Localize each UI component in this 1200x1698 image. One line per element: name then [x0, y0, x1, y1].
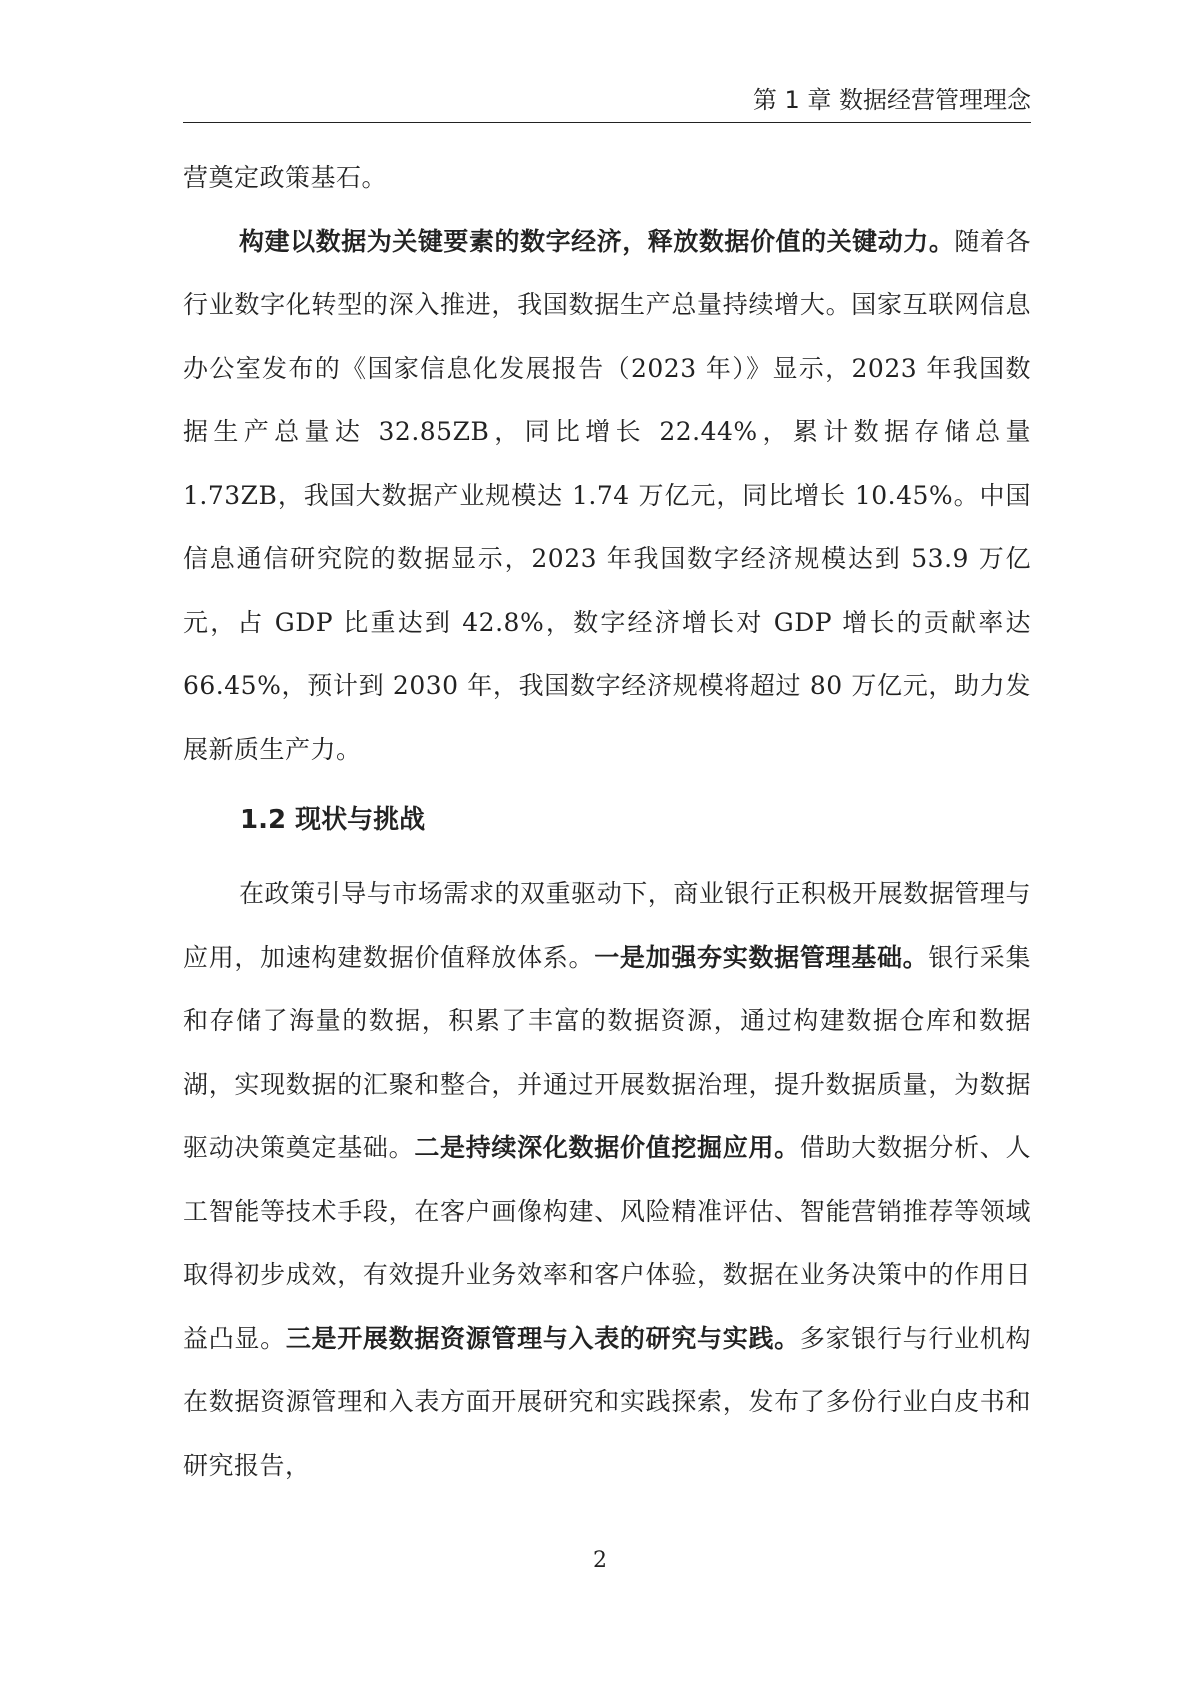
page-header	[183, 84, 1031, 123]
point-two-bold: 二是持续深化数据价值挖掘应用。	[414, 1133, 800, 1162]
point-one-bold: 一是加强夯实数据管理基础。	[594, 942, 929, 972]
section-heading: 1.2 现状与挑战	[240, 805, 426, 835]
page-number: 2	[593, 1548, 607, 1573]
chapter-title: 第 1 章 数据经营管理理念	[752, 86, 1031, 114]
paragraph-continuation	[183, 146, 1031, 210]
paragraph-digital-economy	[183, 210, 1031, 782]
paragraph-text: 多家银行与行业机构在数据资源管理和入表方面开展研究和实践探索，发布了多份行业白皮书和研究报告，	[183, 1323, 1031, 1480]
paragraph-lead-bold: 构建以数据为关键要素的数字经济，释放数据价值的关键动力。	[239, 226, 955, 256]
paragraph-text: 随着各行业数字化转型的深入推进，我国数据生产总量持续增大。国家互联网信息办公室发布的《国家信息化发展报告（2023 年）》显示，2023 年我国数据生产总量达 32.85ZB，同比增长 22.44%，累计数据存储总量 1.73ZB，我国大数据产业规模达 1.74 万亿元，同比增长 10.45%。中国信息通信研究院的数据显示，2023 年我国数字经济规模达到 53.9 万亿元，占 GDP 比重达到 42.8%，数字经济增长对 GDP 增长的贡献率达 66.45%，预计到 2030 年，我国数字经济规模将超过 80 万亿元，助力发展新质生产力。	[183, 226, 1031, 764]
paragraph-text: 营奠定政策基石。	[183, 163, 388, 192]
paragraph-text: 银行采集和存储了海量的数据，积累了丰富的数据资源，通过构建数据仓库和数据湖，实现数据的汇聚和整合，并通过开展数据治理，提升数据质量，为数据驱动决策奠定基础。	[183, 942, 1031, 1162]
point-three-bold: 三是开展数据资源管理与入表的研究与实践。	[285, 1323, 800, 1353]
paragraph-text: 在政策引导与市场需求的双重驱动下，商业银行正积极开展数据管理与应用，加速构建数据价值释放体系。	[183, 879, 1031, 972]
page-body	[183, 146, 1031, 1497]
paragraph-status-challenges	[183, 862, 1031, 1497]
paragraph-text: 借助大数据分析、人工智能等技术手段，在客户画像构建、风险精准评估、智能营销推荐等领域取得初步成效，有效提升业务效率和客户体验，数据在业务决策中的作用日益凸显。	[183, 1133, 1031, 1353]
